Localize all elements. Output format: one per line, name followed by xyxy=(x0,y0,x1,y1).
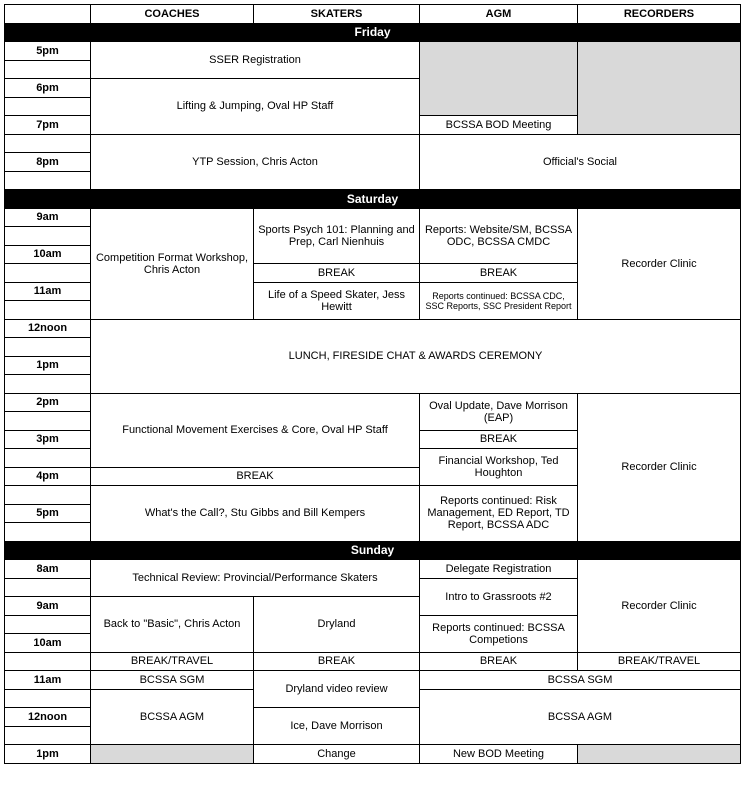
time-label: 6pm xyxy=(5,79,91,98)
time-label: 7pm xyxy=(5,116,91,135)
time-half xyxy=(5,523,91,542)
time-label: 10am xyxy=(5,634,91,653)
time-half xyxy=(5,486,91,505)
time-half xyxy=(5,615,91,634)
event-break-agm-am: BREAK xyxy=(420,264,578,283)
time-label: 12noon xyxy=(5,708,91,727)
event-technical-review: Technical Review: Provincial/Performance Skaters xyxy=(91,560,420,597)
event-break-travel-recorders: BREAK/TRAVEL xyxy=(578,652,741,671)
time-label: 5pm xyxy=(5,42,91,61)
time-label: 4pm xyxy=(5,467,91,486)
event-sgm-coaches: BCSSA SGM xyxy=(91,671,254,690)
event-break-agm-pm: BREAK xyxy=(420,430,578,449)
event-competition-format: Competition Format Workshop, Chris Acton xyxy=(91,208,254,319)
event-whats-the-call: What's the Call?, Stu Gibbs and Bill Kempers xyxy=(91,486,420,542)
time-label: 1pm xyxy=(5,745,91,764)
event-reports-cdc: Reports continued: BCSSA CDC, SSC Reports, SSC President Report xyxy=(420,282,578,319)
time-half xyxy=(5,97,91,116)
day-header-friday: Friday xyxy=(5,23,741,42)
time-half xyxy=(5,338,91,357)
time-half xyxy=(5,264,91,283)
time-label: 3pm xyxy=(5,430,91,449)
time-label: 1pm xyxy=(5,356,91,375)
event-break-agm-sun: BREAK xyxy=(420,652,578,671)
time-half xyxy=(5,301,91,320)
header-coaches: COACHES xyxy=(91,5,254,24)
event-officials-social: Official's Social xyxy=(420,134,741,190)
header-agm: AGM xyxy=(420,5,578,24)
empty-coaches-cell xyxy=(91,745,254,764)
event-break-travel-coaches: BREAK/TRAVEL xyxy=(91,652,254,671)
time-half xyxy=(5,375,91,394)
event-change: Change xyxy=(254,745,420,764)
time-label: 12noon xyxy=(5,319,91,338)
empty-recorders-cell xyxy=(578,42,741,135)
event-agm-coaches: BCSSA AGM xyxy=(91,689,254,745)
day-header-saturday: Saturday xyxy=(5,190,741,209)
event-bod-meeting: BCSSA BOD Meeting xyxy=(420,116,578,135)
time-label: 9am xyxy=(5,208,91,227)
event-reports-competitions: Reports continued: BCSSA Competions xyxy=(420,615,578,652)
event-break-coaches-skaters: BREAK xyxy=(91,467,420,486)
event-recorder-clinic-am: Recorder Clinic xyxy=(578,208,741,319)
event-lifting-jumping: Lifting & Jumping, Oval HP Staff xyxy=(91,79,420,135)
time-label: 9am xyxy=(5,597,91,616)
event-sgm-agm: BCSSA SGM xyxy=(420,671,741,690)
time-half xyxy=(5,689,91,708)
event-life-of-speed-skater: Life of a Speed Skater, Jess Hewitt xyxy=(254,282,420,319)
time-label: 2pm xyxy=(5,393,91,412)
event-recorder-clinic-pm: Recorder Clinic xyxy=(578,393,741,541)
event-new-bod-meeting: New BOD Meeting xyxy=(420,745,578,764)
time-half xyxy=(5,171,91,190)
event-oval-update: Oval Update, Dave Morrison (EAP) xyxy=(420,393,578,430)
time-half xyxy=(5,412,91,431)
time-half xyxy=(5,726,91,745)
time-half xyxy=(5,60,91,79)
time-half xyxy=(5,227,91,246)
event-reports-website: Reports: Website/SM, BCSSA ODC, BCSSA CMDC xyxy=(420,208,578,264)
header-recorders: RECORDERS xyxy=(578,5,741,24)
event-agm-agm: BCSSA AGM xyxy=(420,689,741,745)
schedule-table xyxy=(4,4,741,764)
day-header-sunday: Sunday xyxy=(5,541,741,560)
event-sser-registration: SSER Registration xyxy=(91,42,420,79)
event-dryland-video: Dryland video review xyxy=(254,671,420,708)
event-ytp-session: YTP Session, Chris Acton xyxy=(91,134,420,190)
time-label: 5pm xyxy=(5,504,91,523)
time-label: 11am xyxy=(5,671,91,690)
time-label: 11am xyxy=(5,282,91,301)
time-half xyxy=(5,134,91,153)
time-half xyxy=(5,652,91,671)
event-sports-psych: Sports Psych 101: Planning and Prep, Carl Nienhuis xyxy=(254,208,420,264)
time-label: 8pm xyxy=(5,153,91,172)
event-dryland: Dryland xyxy=(254,597,420,653)
event-intro-grassroots: Intro to Grassroots #2 xyxy=(420,578,578,615)
event-reports-risk: Reports continued: Risk Management, ED Report, TD Report, BCSSA ADC xyxy=(420,486,578,542)
time-label: 10am xyxy=(5,245,91,264)
event-break-skaters-am: BREAK xyxy=(254,264,420,283)
time-half xyxy=(5,578,91,597)
event-recorder-clinic-sun: Recorder Clinic xyxy=(578,560,741,653)
time-half xyxy=(5,449,91,468)
event-lunch: LUNCH, FIRESIDE CHAT & AWARDS CEREMONY xyxy=(91,319,741,393)
header-skaters: SKATERS xyxy=(254,5,420,24)
empty-agm-cell xyxy=(420,42,578,116)
event-functional-movement: Functional Movement Exercises & Core, Oval HP Staff xyxy=(91,393,420,467)
event-financial-workshop: Financial Workshop, Ted Houghton xyxy=(420,449,578,486)
corner-cell xyxy=(5,5,91,24)
empty-recorders-cell xyxy=(578,745,741,764)
event-back-to-basic: Back to "Basic", Chris Acton xyxy=(91,597,254,653)
time-label: 8am xyxy=(5,560,91,579)
event-break-skaters-sun: BREAK xyxy=(254,652,420,671)
event-delegate-registration: Delegate Registration xyxy=(420,560,578,579)
event-ice-dave: Ice, Dave Morrison xyxy=(254,708,420,745)
